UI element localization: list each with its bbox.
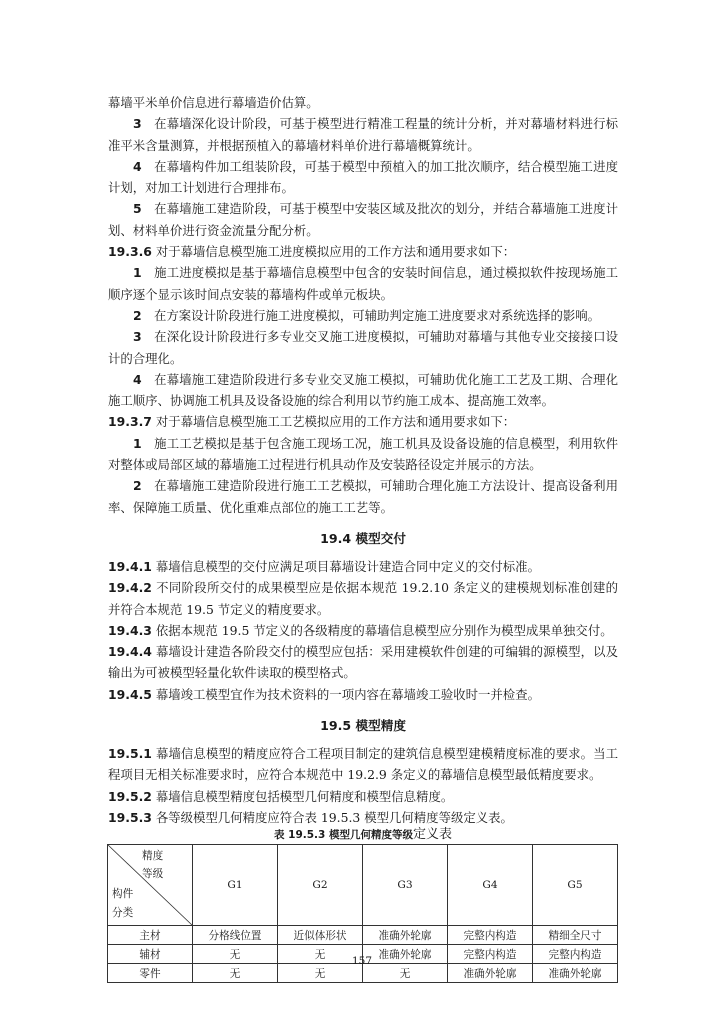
clause-text: 幕墙信息模型的交付应满足项目幕墙设计建造合同中定义的交付标准。 [155,558,540,574]
table-cell: 完整内构造 [533,945,618,964]
clause-gap [142,308,154,323]
clause-gap [142,265,154,280]
clause-paragraph [108,326,618,369]
section-heading-19-5: 19.5 模型精度 [320,718,406,734]
clause-gap [142,201,154,216]
clause-paragraph [108,743,618,786]
table-corner-cell [108,845,193,926]
clause-number: 19.4.2 [108,580,152,596]
table-cell: 无 [278,964,363,983]
clause-number: 3 [133,329,142,345]
table-cell: 无 [278,945,363,964]
clause-paragraph [108,156,618,199]
section-heading-19-4: 19.4 模型交付 [320,530,406,546]
clause-number: 19.4.4 [108,644,152,660]
table-cell: 精细全尺寸 [533,926,618,945]
clause-text: 对于幕墙信息模型施工工艺模拟应用的工作方法和通用要求如下： [155,414,516,430]
clause-text: 幕墙信息模型的精度应符合工程项目制定的建筑信息模型建模精度标准的要求。当工程项目无相关标准要求时，应符合本规范中 19.2.9 条定义的幕墙信息模型最低精度要求。 [108,746,618,783]
clause-text: 幕墙平米单价信息进行幕墙造价估算。 [108,95,319,110]
clause-text: 在幕墙施工建造阶段进行施工工艺模拟，可辅助合理化施工方法设计、提高设备利用率、保障施工质量、优化重难点部位的施工工艺等。 [108,478,618,515]
clause-text: 依据本规范 19.5 节定义的各级精度的幕墙信息模型应分别作为模型成果单独交付。 [155,622,613,638]
clause-paragraph [108,577,618,620]
clause-number: 2 [133,478,142,494]
clause-text: 幕墙信息模型精度包括模型几何精度和模型信息精度。 [155,788,454,804]
row-label: 零件 [108,964,193,983]
corner-label-category: 分类 [112,907,134,920]
clause-number: 19.5.1 [108,746,152,762]
clause-text: 在幕墙施工建造阶段进行多专业交叉施工模拟，可辅助优化施工工艺及工期、合理化施工顺序、协调施工机具及设备设施的综合利用以节约施工成本、提高施工效率。 [108,371,618,409]
table-cell: 无 [193,964,278,983]
table-caption-suffix: 定义表 [413,827,453,843]
clause-number: 4 [133,371,142,387]
clause-text: 在方案设计阶段进行施工进度模拟，可辅助判定施工进度要求对系统选择的影响。 [154,307,601,323]
row-label: 辅材 [108,945,193,964]
clause-number: 1 [133,265,142,281]
corner-label-component: 构件 [112,888,134,901]
column-header: G5 [533,845,618,926]
table-row [108,926,618,945]
clause-paragraph [108,556,618,577]
clause-text: 施工进度模拟是基于幕墙信息模型中包含的安装时间信息，通过模拟软件按现场施工顺序逐个显示该时间点安装的幕墙构件或单元板块。 [108,265,618,302]
clause-number: 2 [133,307,142,323]
column-header: G4 [448,845,533,926]
section-19-4-paragraphs [108,556,618,705]
clause-gap [142,372,154,387]
clause-number: 3 [133,116,142,132]
column-header: G2 [278,845,363,926]
clause-paragraph [108,198,618,241]
clause-text: 不同阶段所交付的成果模型应是依据本规范 19.2.10 条定义的建模规划标准创建的并符合本规范 19.5 节定义的精度要求。 [108,580,618,617]
clause-paragraph [108,262,618,305]
clause-paragraph [108,641,618,684]
clause-text: 在深化设计阶段进行多专业交叉施工进度模拟，可辅助对幕墙与其他专业交接接口设计的合理化。 [108,329,618,366]
clause-gap [142,478,154,493]
clause-text: 对于幕墙信息模型施工进度模拟应用的工作方法和通用要求如下： [155,244,516,260]
clause-text: 在幕墙施工建造阶段，可基于模型中安装区域及批次的划分，并结合幕墙施工进度计划、材料单价进行资金流量分配分析。 [108,201,618,238]
table-caption-text: 表 19.5.3 模型几何精度等级 [273,829,413,842]
clause-text: 各等级模型几何精度应符合表 19.5.3 模型几何精度等级定义表。 [155,809,513,825]
clause-number: 19.3.6 [108,244,152,260]
section-19-5-paragraphs [108,743,618,828]
table-cell: 完整内构造 [448,945,533,964]
clause-paragraph [108,113,618,156]
clause-paragraph [108,620,618,641]
column-header: G3 [363,845,448,926]
clause-paragraph [108,241,618,262]
clause-text: 在幕墙构件加工组装阶段，可基于模型中预植入的加工批次顺序，结合模型施工进度计划，对加工计划进行合理排布。 [108,158,618,196]
clause-paragraph [108,433,618,476]
table-cell: 无 [363,964,448,983]
clause-text: 施工工艺模拟是基于包含施工现场工况，施工机具及设备设施的信息模型，利用软件对整体或局部区域的幕墙施工过程进行机具动作及安装路径设定并展示的方法。 [108,435,618,473]
clause-number: 1 [133,435,142,451]
column-header: G1 [193,845,278,926]
clause-paragraph [108,807,618,828]
corner-label-grade: 等级 [142,868,164,881]
clause-paragraph [108,411,618,432]
document-page [108,92,618,983]
page-number: 157 [351,955,373,967]
table-header-row [108,845,618,926]
table-cell: 准确外轮廓 [363,945,448,964]
clause-paragraph [108,92,618,113]
table-cell: 分格线位置 [193,926,278,945]
table-cell: 准确外轮廓 [448,964,533,983]
clause-gap [142,329,154,344]
table-cell: 近似体形状 [278,926,363,945]
clause-text: 在幕墙深化设计阶段，可基于模型进行精准工程量的统计分析，并对幕墙材料进行标准平米含量测算，并根据预植入的幕墙材料单价进行幕墙概算统计。 [108,116,618,153]
clause-number: 19.5.2 [108,788,152,804]
clause-number: 19.5.3 [108,809,152,825]
clause-number: 19.4.1 [108,558,152,574]
clause-paragraph [108,475,618,518]
clause-number: 5 [133,201,142,217]
clause-gap [142,116,154,131]
table-cell: 准确外轮廓 [533,964,618,983]
clause-number: 4 [133,158,142,174]
table-caption [108,828,618,842]
clause-paragraph [108,369,618,412]
clause-paragraph [108,786,618,807]
corner-label-precision: 精度 [142,850,164,863]
table-cell: 无 [193,945,278,964]
clause-paragraph [108,305,618,326]
clause-number: 19.4.5 [108,686,152,702]
clause-gap [142,436,154,451]
clause-gap [142,159,154,174]
table-cell: 准确外轮廓 [363,926,448,945]
clause-text: 幕墙设计建造各阶段交付的模型应包括：采用建模软件创建的可编辑的源模型，以及输出为可被模型轻量化软件读取的模型格式。 [108,644,618,681]
row-label: 主材 [108,926,193,945]
clause-number: 19.4.3 [108,622,152,638]
paragraphs-block [108,92,618,518]
clause-text: 幕墙竣工模型宜作为技术资料的一项内容在幕墙竣工验收时一并检查。 [155,686,540,702]
clause-number: 19.3.7 [108,414,152,430]
clause-paragraph [108,684,618,705]
table-cell: 完整内构造 [448,926,533,945]
